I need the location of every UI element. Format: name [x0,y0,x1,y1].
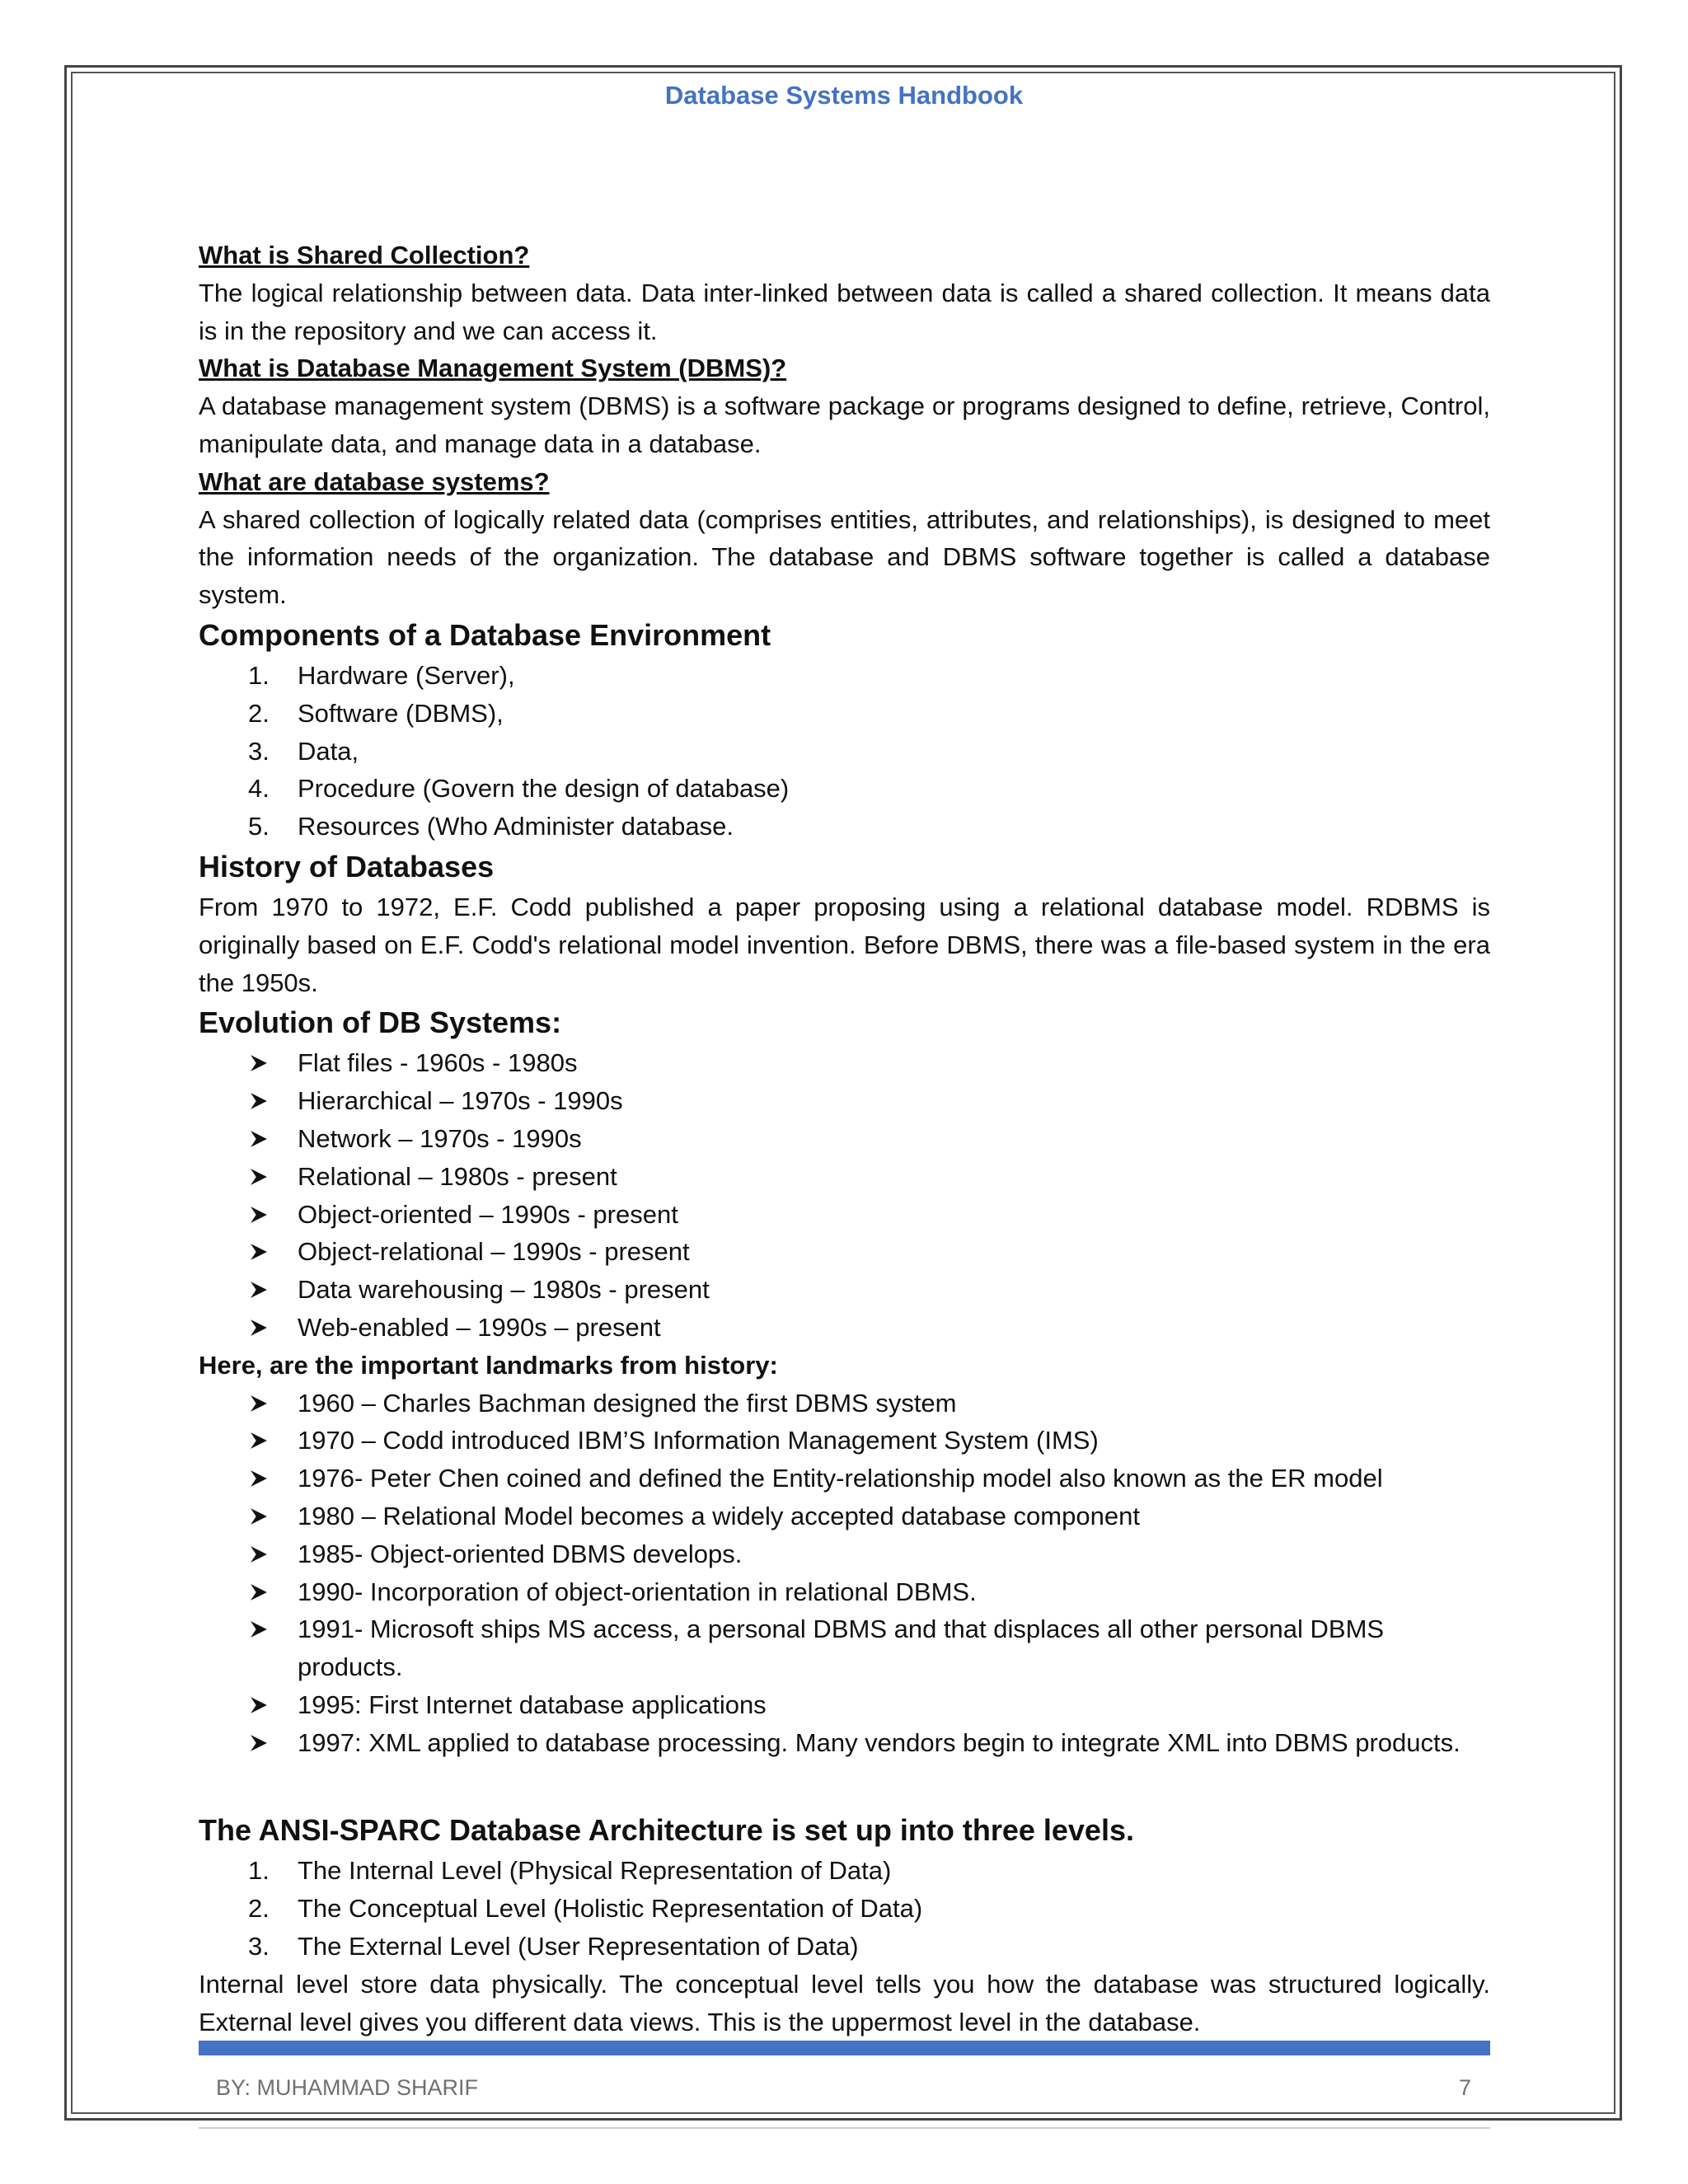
heading-components: Components of a Database Environment [199,617,771,652]
components-list [199,657,1490,846]
list-item-text: Software (DBMS), [298,698,504,728]
list-number: 2. [248,1894,270,1924]
list-item [199,1309,1490,1347]
list-item [199,1385,1490,1422]
list-item [199,1044,1490,1082]
heading-dbms: What is Database Management System (DBMS)? [199,354,787,383]
list-item-text: 1995: First Internet database applications [298,1690,767,1719]
list-item-text: 1960 – Charles Bachman designed the first DBMS system [298,1388,957,1418]
list-item-text: The Conceptual Level (Holistic Representation of Data) [298,1894,923,1924]
list-item-text: 1990- Incorporation of object-orientation in relational DBMS. [298,1577,977,1606]
heading-database-systems: What are database systems? [199,466,550,496]
heading-history: History of Databases [199,849,495,883]
list-item-text: Resources (Who Administer database. [298,812,734,841]
paragraph-ansi-sparc: Internal level store data physically. The conceptual level tells you how the database was structured logically. External level gives you different data views. This is the uppermost level in the database. [199,1969,1490,2036]
footer-author: BY: MUHAMMAD SHARIF [216,2075,479,2100]
list-item-text: Procedure (Govern the design of database) [298,774,790,804]
list-item-text: Network – 1970s - 1990s [298,1123,582,1153]
list-item-text: 1980 – Relational Model becomes a widely accepted database component [298,1501,1140,1530]
arrow-bullet-icon [250,1243,268,1261]
list-item [199,1120,1490,1158]
list-item [199,657,1490,695]
list-item [199,695,1490,733]
page-number: 7 [1459,2075,1472,2100]
arrow-bullet-icon [250,1696,268,1714]
footer-bar [199,2041,1490,2055]
list-number: 4. [248,774,270,804]
list-item-text: Object-oriented – 1990s - present [298,1199,678,1229]
document-body [199,237,1490,2041]
list-item-text: 1985- Object-oriented DBMS develops. [298,1539,743,1568]
list-item-text: Hardware (Server), [298,660,515,690]
evolution-list [199,1044,1490,1346]
arrow-bullet-icon [250,1092,268,1110]
spacer [199,1761,1490,1809]
list-number: 2. [248,698,270,728]
heading-landmarks: Here, are the important landmarks from history: [199,1350,778,1380]
arrow-bullet-icon [250,1168,268,1186]
paragraph-dbms: A database management system (DBMS) is a software package or programs designed to define, retrieve, Control, manipulate data, and manage data in a database. [199,391,1490,458]
list-item [199,1890,1490,1928]
list-item [199,1573,1490,1611]
arrow-bullet-icon [250,1583,268,1601]
arrow-bullet-icon [250,1432,268,1450]
list-item [199,1271,1490,1309]
list-item-text: Data warehousing – 1980s - present [298,1275,710,1305]
list-item [199,1535,1490,1573]
list-item-text: 1976- Peter Chen coined and defined the Entity-relationship model also known as the ER model [298,1464,1383,1493]
list-item [199,1460,1490,1497]
list-item [199,733,1490,771]
arrow-bullet-icon [250,1054,268,1072]
header-title: Database Systems Handbook [664,81,1024,110]
arrow-bullet-icon [250,1545,268,1563]
arrow-bullet-icon [250,1281,268,1299]
arrow-bullet-icon [250,1319,268,1337]
arrow-bullet-icon [250,1206,268,1224]
list-item [199,1610,1490,1686]
list-item-text: Web-enabled – 1990s – present [298,1312,661,1342]
arrow-bullet-icon [250,1469,268,1488]
list-item-text: Object-relational – 1990s - present [298,1237,690,1267]
list-item [199,1082,1490,1120]
list-item [199,1724,1490,1762]
bottom-divider [199,2127,1490,2129]
arrow-bullet-icon [250,1130,268,1148]
list-number: 3. [248,1932,270,1961]
list-number: 5. [248,812,270,841]
paragraph-history: From 1970 to 1972, E.F. Codd published a paper proposing using a relational database model. RDBMS is originally based on E.F. Codd's relational model invention. Before DBMS, there was a file-based system in the era the 1950s. [199,892,1490,997]
list-item-text: Hierarchical – 1970s - 1990s [298,1086,623,1116]
arrow-bullet-icon [250,1734,268,1752]
arrow-bullet-icon [250,1507,268,1526]
landmarks-list [199,1385,1490,1762]
list-item [199,1686,1490,1724]
list-item [199,770,1490,808]
list-item [199,1158,1490,1196]
list-item [199,1497,1490,1535]
list-item-text: The Internal Level (Physical Representation of Data) [298,1856,892,1886]
heading-shared-collection: What is Shared Collection? [199,241,530,269]
list-item-text: 1991- Microsoft ships MS access, a personal DBMS and that displaces all other personal DBMS products. [298,1615,1385,1682]
list-item [199,808,1490,846]
paragraph-database-systems: A shared collection of logically related data (comprises entities, attributes, and relationships), is designed to meet the information needs of the organization. The database and DBMS software together is called a database system. [199,504,1490,610]
list-item-text: Flat files - 1960s - 1980s [298,1048,578,1078]
list-item-text: Relational – 1980s - present [298,1161,617,1191]
list-number: 3. [248,736,270,766]
heading-ansi-sparc: The ANSI-SPARC Database Architecture is set up into three levels. [199,1813,1134,1848]
list-number: 1. [248,660,270,690]
list-item-text: Data, [298,736,359,766]
list-item [199,1233,1490,1271]
list-number: 1. [248,1856,270,1886]
list-item [199,1928,1490,1966]
heading-evolution: Evolution of DB Systems: [199,1005,562,1040]
list-item-text: 1997: XML applied to database processing. Many vendors begin to integrate XML into DBMS products. [298,1727,1461,1757]
list-item-text: 1970 – Codd introduced IBM’S Information Management System (IMS) [298,1426,1099,1455]
list-item [199,1422,1490,1460]
arrow-bullet-icon [250,1394,268,1413]
list-item [199,1852,1490,1890]
ansi-levels-list [199,1852,1490,1965]
arrow-bullet-icon [250,1620,268,1638]
paragraph-shared-collection: The logical relationship between data. Data inter-linked between data is called a shared collection. It means data is in the repository and we can access it. [199,278,1490,345]
list-item-text: The External Level (User Representation of Data) [298,1932,859,1961]
list-item [199,1196,1490,1234]
